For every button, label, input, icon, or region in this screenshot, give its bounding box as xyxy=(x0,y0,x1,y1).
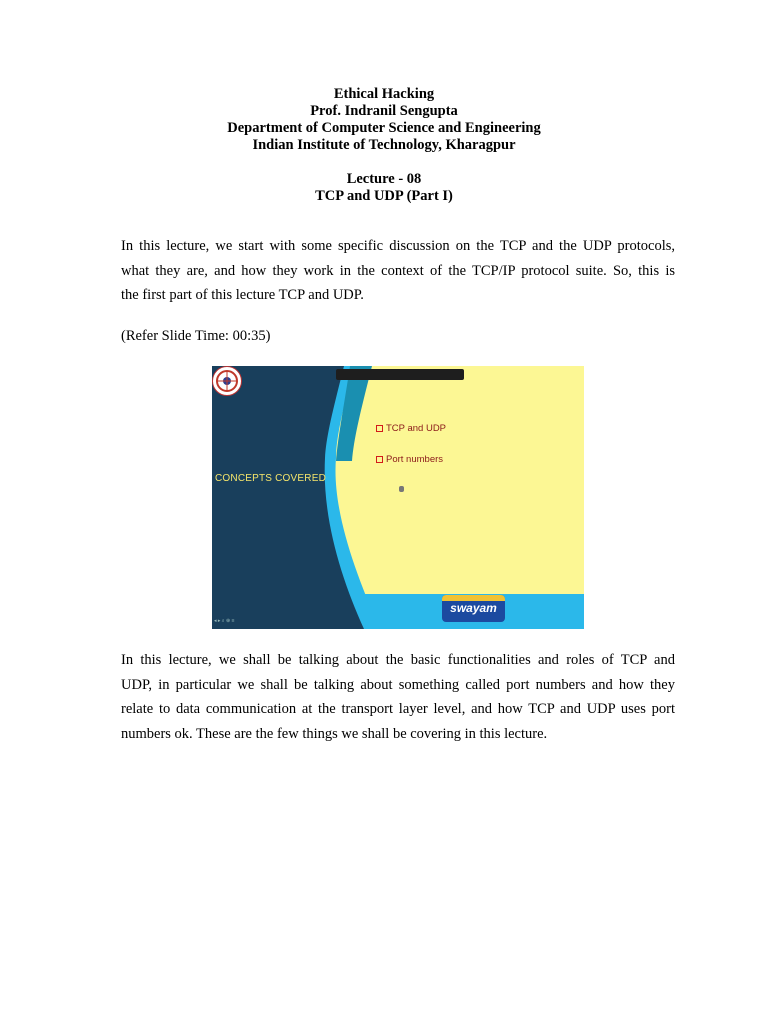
department-name: Department of Computer Science and Engineering xyxy=(227,120,541,136)
paragraph-line: numbers ok. These are the few things we shall be covering in this lecture. xyxy=(121,725,548,742)
lecture-title: TCP and UDP (Part I) xyxy=(315,188,453,204)
slide-nav-icons: ◂ ▸ ⌕ ⊕ ≡ xyxy=(214,618,235,624)
swayam-logo-text: swayam xyxy=(450,601,497,615)
slide-bullet-list xyxy=(376,423,446,485)
pointer-cursor-icon xyxy=(399,486,404,492)
paragraph-line: relate to data communication at the transport layer level, and how TCP and UDP uses port xyxy=(121,701,675,717)
paragraph-line: UDP, in particular we shall be talking about something called port numbers and how they xyxy=(121,676,675,693)
paragraph-line: the first part of this lecture TCP and UDP. xyxy=(121,287,364,303)
checkbox-icon xyxy=(376,425,383,432)
slide-bullet-item xyxy=(376,454,446,465)
lecture-number: Lecture - 08 xyxy=(346,171,422,187)
header-gap xyxy=(0,154,768,171)
nptel-logo-icon xyxy=(212,366,242,396)
slide-background xyxy=(212,366,584,629)
lecture-slide xyxy=(212,366,584,629)
checkbox-icon xyxy=(376,456,383,463)
summary-paragraph xyxy=(121,648,675,746)
course-title: Ethical Hacking xyxy=(333,86,435,102)
slide-toolbar xyxy=(336,369,464,380)
document-header xyxy=(0,86,768,205)
paragraph-line: In this lecture, we shall be talking about the basic functionalities and roles of TCP and xyxy=(121,652,675,668)
swayam-logo xyxy=(442,595,505,622)
slide-bullet-text: TCP and UDP xyxy=(386,423,447,434)
institute-name: Indian Institute of Technology, Kharagpur xyxy=(252,137,516,153)
slide-bullet-text: Port numbers xyxy=(386,454,444,465)
paragraph-line: what they are, and how they work in the context of the TCP/IP protocol suite. So, this is xyxy=(121,262,675,279)
intro-paragraph xyxy=(121,234,675,308)
concepts-covered-label: CONCEPTS COVERED xyxy=(215,473,326,484)
slide-bullet-item xyxy=(376,423,446,434)
professor-name: Prof. Indranil Sengupta xyxy=(310,103,458,119)
refer-slide-time: (Refer Slide Time: 00:35) xyxy=(121,328,271,344)
paragraph-line: In this lecture, we start with some specific discussion on the TCP and the UDP protocols, xyxy=(121,238,675,254)
